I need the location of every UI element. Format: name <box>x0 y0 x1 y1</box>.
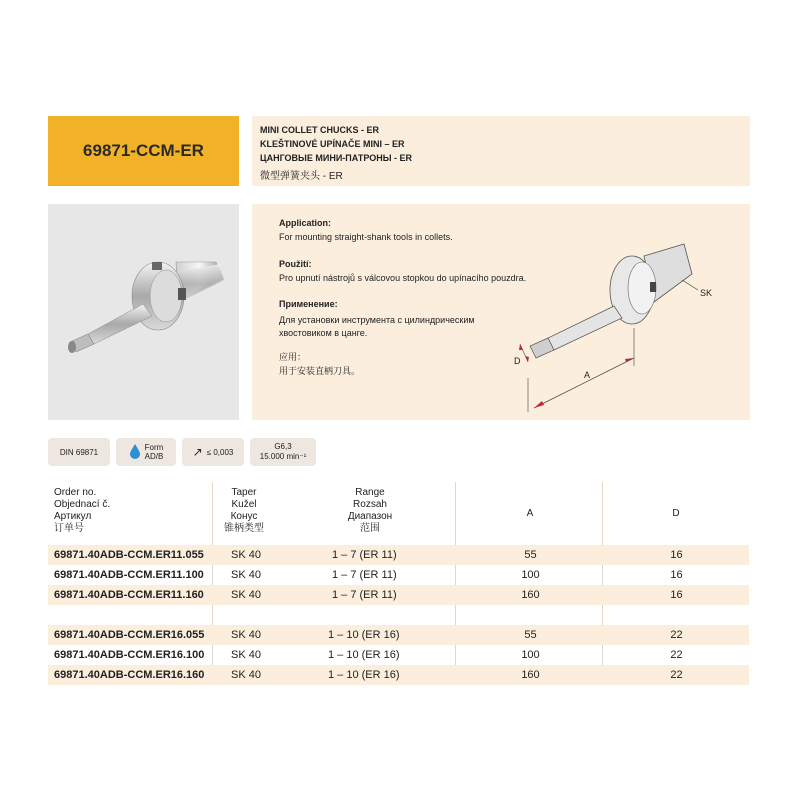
cell-order: 69871.40ADB-CCM.ER11.055 <box>54 549 204 561</box>
application-heading-cz: Použití: <box>279 259 312 269</box>
product-titles <box>252 116 750 186</box>
header-range-cz: Rozsah <box>353 499 387 510</box>
cell-d: 16 <box>670 589 683 601</box>
cell-a: 160 <box>521 589 540 601</box>
header-d: D <box>672 508 680 519</box>
table-row <box>48 645 749 665</box>
header-taper-cz: Kužel <box>231 499 257 510</box>
table-row <box>48 585 749 605</box>
din-badge <box>48 438 110 466</box>
cell-d: 22 <box>670 629 683 641</box>
cell-a: 55 <box>524 629 537 641</box>
header-order-cz: Objednací č. <box>54 499 111 510</box>
form-badge-line2: AD/B <box>144 452 164 461</box>
application-heading-en: Application: <box>279 218 331 228</box>
header-order-en: Order no. <box>54 487 97 498</box>
header-taper-ru: Конус <box>230 511 258 522</box>
cell-order: 69871.40ADB-CCM.ER16.100 <box>54 649 205 661</box>
din-badge-text: DIN 69871 <box>59 447 99 457</box>
header-taper-en: Taper <box>231 487 257 498</box>
title-cz: KLEŠTINOVÉ UPÍNAČE MINI – ER <box>260 139 405 149</box>
cell-taper: SK 40 <box>231 629 261 641</box>
form-badge-line1: Form <box>144 443 164 452</box>
cell-taper: SK 40 <box>231 549 261 561</box>
cell-taper: SK 40 <box>231 569 261 581</box>
cell-d: 16 <box>670 569 683 581</box>
cell-order: 69871.40ADB-CCM.ER11.160 <box>54 589 204 601</box>
product-code-banner <box>48 116 239 186</box>
application-panel <box>252 204 750 420</box>
table-row <box>48 545 749 565</box>
drop-icon <box>129 443 141 461</box>
application-text-ru-2: хвостовиком в цанге. <box>279 328 368 338</box>
cell-a: 100 <box>521 649 540 661</box>
header-order-ru: Артикул <box>54 511 92 522</box>
cell-range: 1 – 10 (ER 16) <box>328 649 400 661</box>
cell-order: 69871.40ADB-CCM.ER16.055 <box>54 629 205 641</box>
balance-badge <box>250 438 316 466</box>
cell-range: 1 – 7 (ER 11) <box>332 549 397 561</box>
cell-d: 22 <box>670 669 683 681</box>
application-text-ru-1: Для установки инструмента с цилиндрическим <box>279 315 475 325</box>
table-row <box>48 565 749 585</box>
arrow-up-right-icon: ↗ <box>192 445 203 459</box>
cell-range: 1 – 7 (ER 11) <box>332 569 397 581</box>
header-range-ru: Диапазон <box>347 511 393 522</box>
header-a: A <box>526 508 534 519</box>
runout-badge-text: ≤ 0,003 <box>206 447 234 457</box>
balance-badge-line2: 15.000 min⁻¹ <box>259 452 307 461</box>
application-text-en: For mounting straight-shank tools in collets. <box>279 232 453 242</box>
table-spacer-row <box>48 605 749 625</box>
table-row <box>48 625 749 645</box>
product-code: 69871-CCM-ER <box>83 141 204 160</box>
runout-badge <box>182 438 244 466</box>
application-text-cz: Pro upnutí nástrojů s válcovou stopkou do upínacího pouzdra. <box>279 273 527 283</box>
technical-drawing <box>514 232 744 422</box>
cell-taper: SK 40 <box>231 649 261 661</box>
header-taper-zh: 锥柄类型 <box>224 523 264 534</box>
header-range <box>320 487 420 535</box>
cell-order: 69871.40ADB-CCM.ER16.160 <box>54 669 205 681</box>
title-ru: ЦАНГОВЫЕ МИНИ-ПАТРОНЫ - ER <box>260 153 413 163</box>
cell-d: 16 <box>670 549 683 561</box>
drawing-label-d: D <box>514 356 521 366</box>
application-heading-ru: Применение: <box>279 299 338 309</box>
cell-a: 160 <box>521 669 540 681</box>
cell-a: 55 <box>524 549 537 561</box>
application-heading-zh: 应用： <box>279 352 307 362</box>
cell-range: 1 – 10 (ER 16) <box>328 629 400 641</box>
cell-taper: SK 40 <box>231 669 261 681</box>
application-text-zh: 用于安装直柄刀具。 <box>279 366 361 376</box>
cell-order: 69871.40ADB-CCM.ER11.100 <box>54 569 204 581</box>
title-en: MINI COLLET CHUCKS - ER <box>260 125 379 135</box>
collet-chuck-image <box>48 204 239 420</box>
cell-taper: SK 40 <box>231 589 261 601</box>
title-zh: 微型弹簧夹头 - ER <box>260 171 343 182</box>
header-range-en: Range <box>355 487 385 498</box>
balance-badge-line1: G6,3 <box>274 442 292 451</box>
header-range-zh: 范围 <box>360 523 380 534</box>
cell-a: 100 <box>521 569 540 581</box>
header-order <box>54 487 110 535</box>
cell-range: 1 – 10 (ER 16) <box>328 669 400 681</box>
header-taper <box>224 487 264 535</box>
cell-range: 1 – 7 (ER 11) <box>332 589 397 601</box>
cell-d: 22 <box>670 649 683 661</box>
product-photo <box>48 204 239 420</box>
drawing-label-sk: SK <box>700 288 713 298</box>
table-row <box>48 665 749 685</box>
form-badge <box>116 438 176 466</box>
header-order-zh: 订单号 <box>54 523 84 534</box>
drawing-label-a: A <box>584 370 591 380</box>
